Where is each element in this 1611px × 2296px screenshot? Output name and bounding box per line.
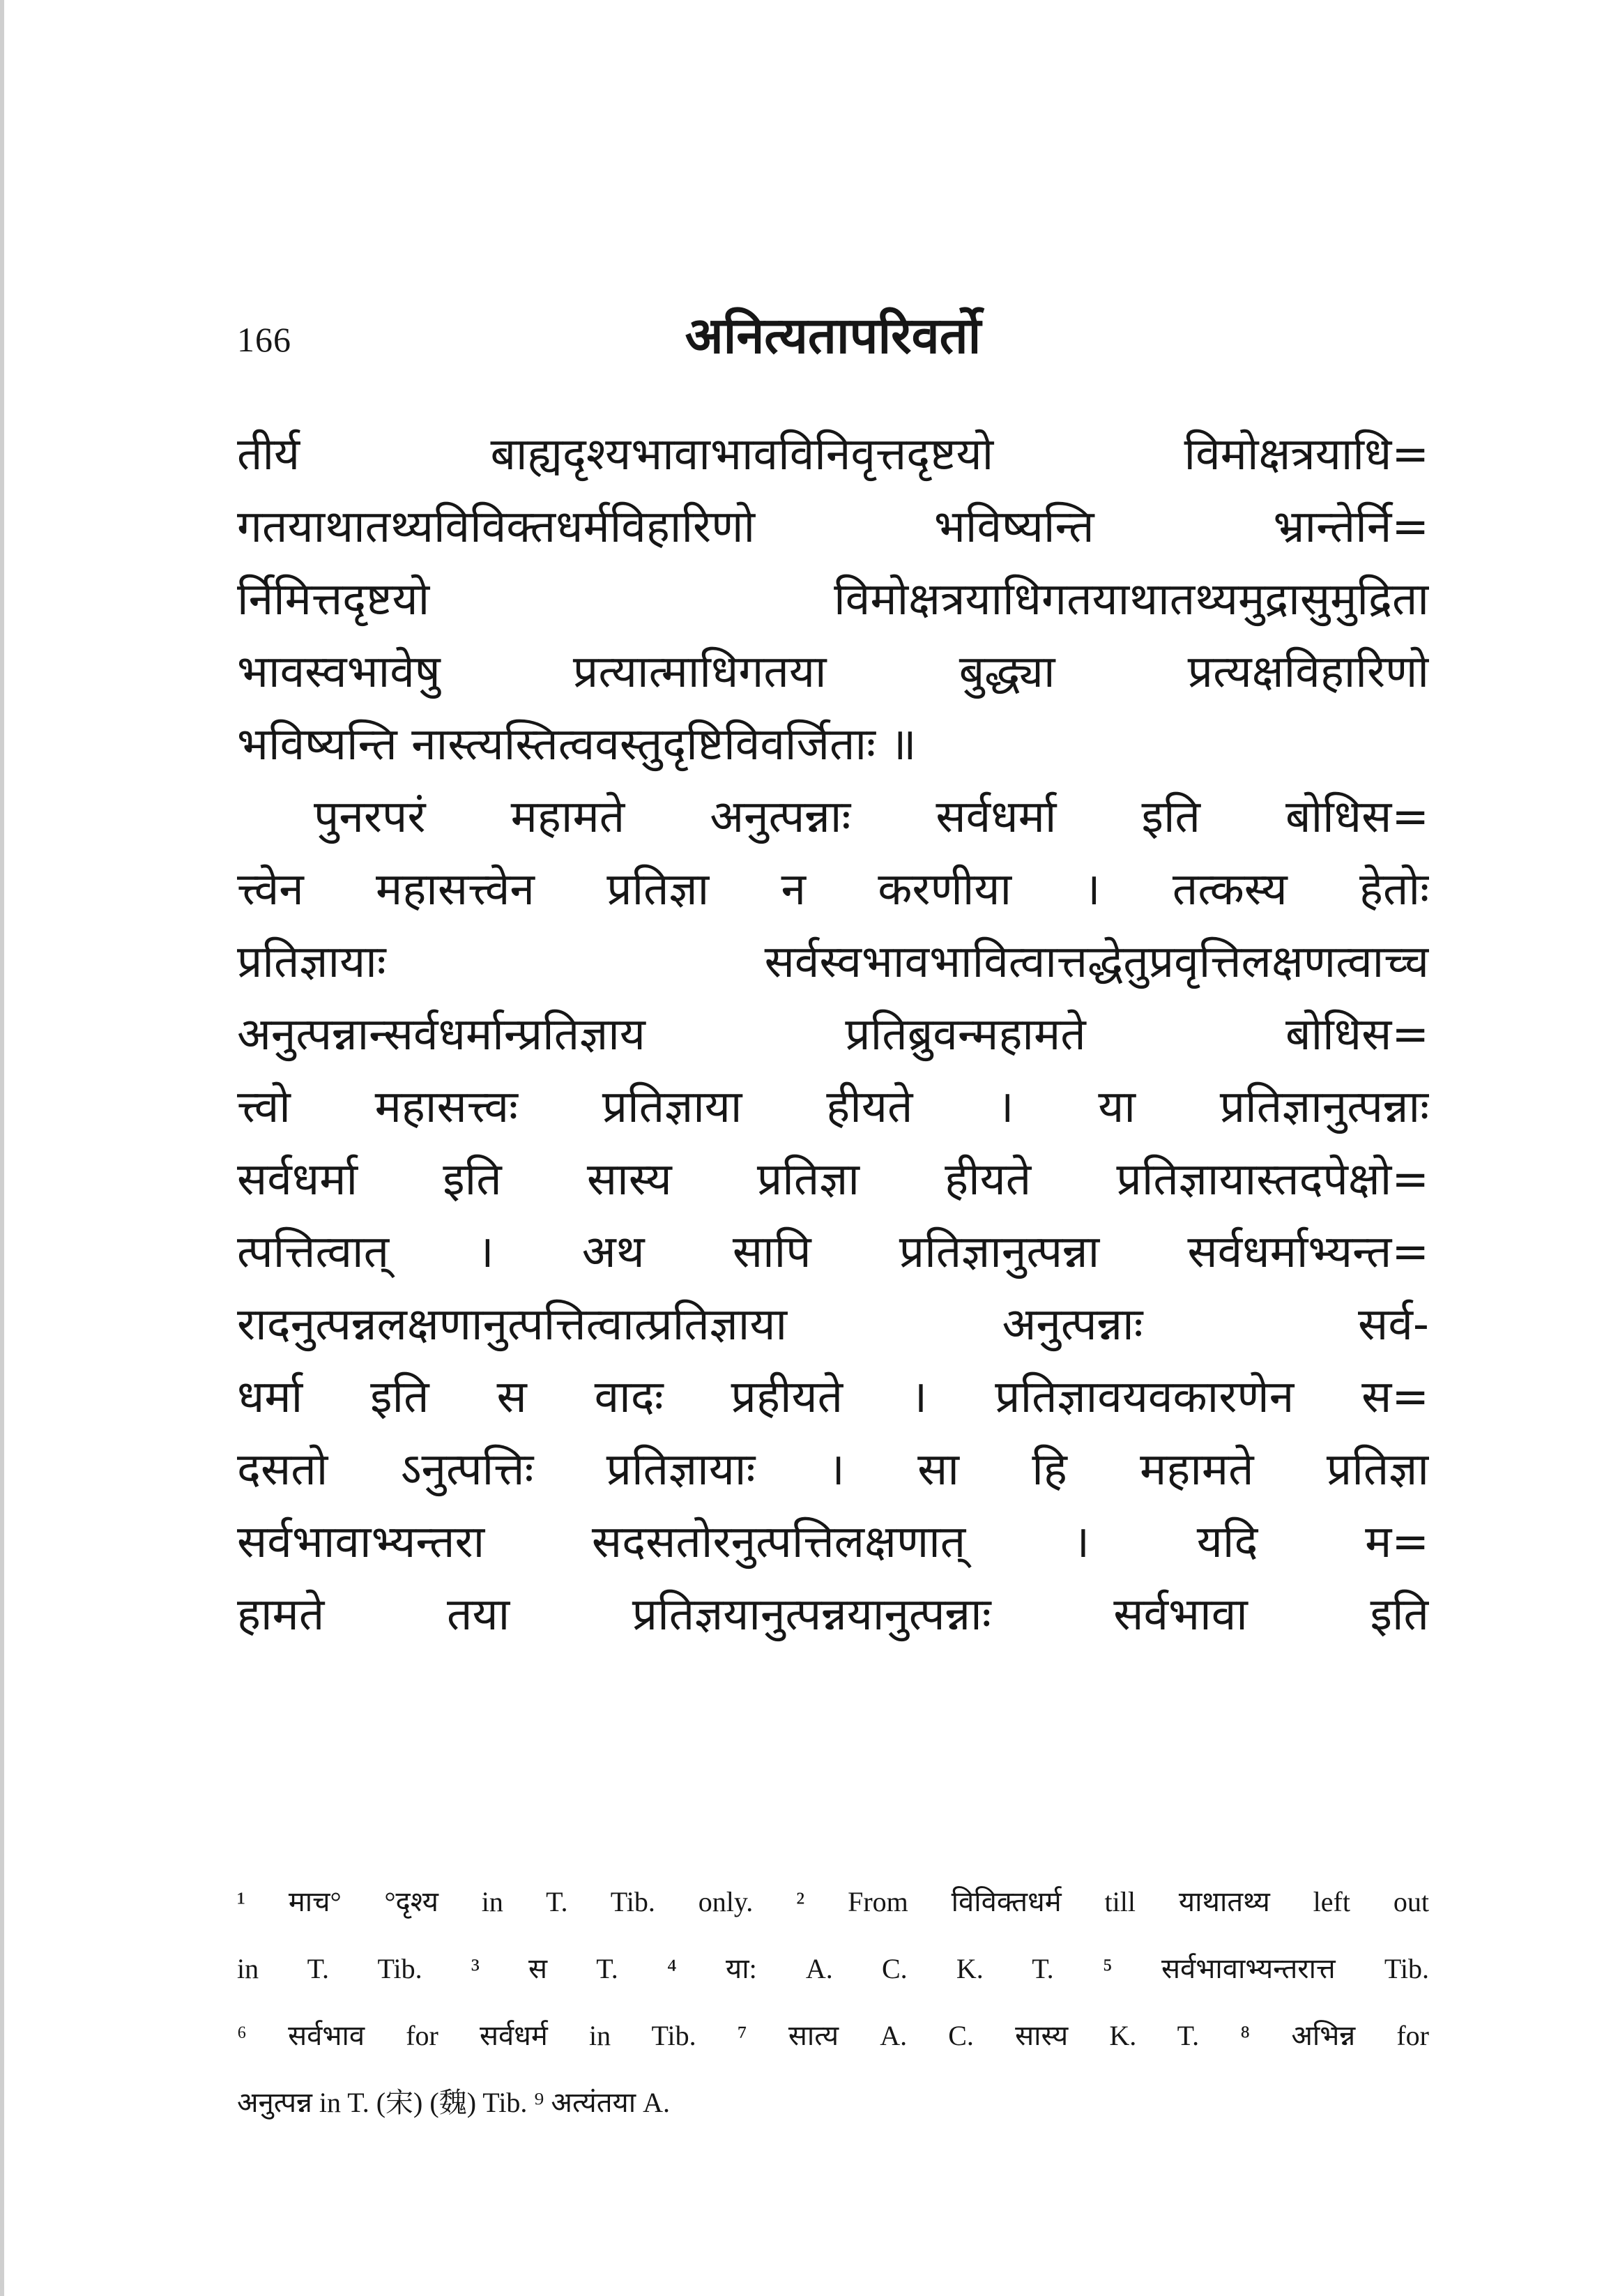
text-line: रादनुत्पन्नलक्षणानुत्पत्तित्वात्प्रतिज्ञाया अनुत्पन्नाः सर्व-	[237, 1299, 1429, 1351]
text-line: त्पत्तित्वात् । अथ सापि प्रतिज्ञानुत्पन्ना सर्वधर्माभ्यन्त=	[237, 1226, 1429, 1278]
text-line: र्निमित्तदृष्टयो विमोक्षत्रयाधिगतयाथातथ्यमुद्रासुमुद्रिता	[237, 574, 1429, 625]
text-line: हामते तया प्रतिज्ञयानुत्पन्नयानुत्पन्नाः सर्वभावा इति	[237, 1589, 1429, 1641]
text-line: सर्वधर्मा इति सास्य प्रतिज्ञा हीयते प्रतिज्ञायास्तदपेक्षो=	[237, 1154, 1429, 1206]
page-edge	[0, 0, 4, 2296]
footnote-line: अनुत्पन्न in T. (宋) (魏) Tib. ⁹ अत्यंतया A.	[237, 2087, 670, 2118]
text-line: प्रतिज्ञायाः सर्वस्वभावभावित्वात्तद्धेतुप्रवृत्तिलक्षणत्वाच्च	[237, 936, 1429, 988]
text-line: त्त्वो महासत्त्वः प्रतिज्ञाया हीयते । या प्रतिज्ञानुत्पन्नाः	[237, 1081, 1429, 1133]
text-line: सर्वभावाभ्यन्तरा सदसतोरनुत्पत्तिलक्षणात् । यदि म=	[237, 1516, 1429, 1568]
footnote-line: ¹ माच° °दृश्य in T. Tib. only. ² From विविक्तधर्म till याथातथ्य left out	[237, 1886, 1429, 1917]
text-line: धर्मा इति स वादः प्रहीयते । प्रतिज्ञावयवकारणेन स=	[237, 1371, 1429, 1423]
footnotes	[237, 1869, 1429, 2136]
footnote-line: in T. Tib. ³ स T. ⁴ या: A. C. K. T. ⁵ सर्वभावाभ्यन्तरात्त Tib.	[237, 1953, 1429, 1984]
text-line: दसतो ऽनुत्पत्तिः प्रतिज्ञायाः । सा हि महामते प्रतिज्ञा	[237, 1444, 1429, 1496]
footnote-line: ⁶ सर्वभाव for सर्वधर्म in Tib. ⁷ सात्य A. C. सास्य K. T. ⁸ अभिन्न for	[237, 2020, 1429, 2051]
text-line: तीर्य बाह्यदृश्यभावाभावविनिवृत्तदृष्टयो विमोक्षत्रयाधि=	[237, 429, 1429, 480]
text-line: पुनरपरं महामते अनुत्पन्नाः सर्वधर्मा इति बोधिस=	[314, 791, 1429, 843]
page-number: 166	[237, 320, 291, 359]
running-title: अनित्यतापरिवर्तो	[685, 306, 982, 365]
body-text	[237, 418, 1429, 1651]
text-line: भविष्यन्ति नास्त्यस्तित्ववस्तुदृष्टिविवर्जिताः ॥	[237, 719, 917, 770]
text-line: भावस्वभावेषु प्रत्यात्माधिगतया बुद्ध्या प्रत्यक्षविहारिणो	[237, 646, 1429, 698]
text-line: अनुत्पन्नान्सर्वधर्मान्प्रतिज्ञाय प्रतिब्रुवन्महामते बोधिस=	[237, 1009, 1429, 1060]
page-header	[237, 300, 1429, 377]
text-line: गतयाथातथ्यविविक्तधर्मविहारिणो भविष्यन्ति भ्रान्तेर्नि=	[237, 501, 1429, 553]
text-line: त्त्वेन महासत्त्वेन प्रतिज्ञा न करणीया । तत्कस्य हेतोः	[237, 864, 1429, 915]
